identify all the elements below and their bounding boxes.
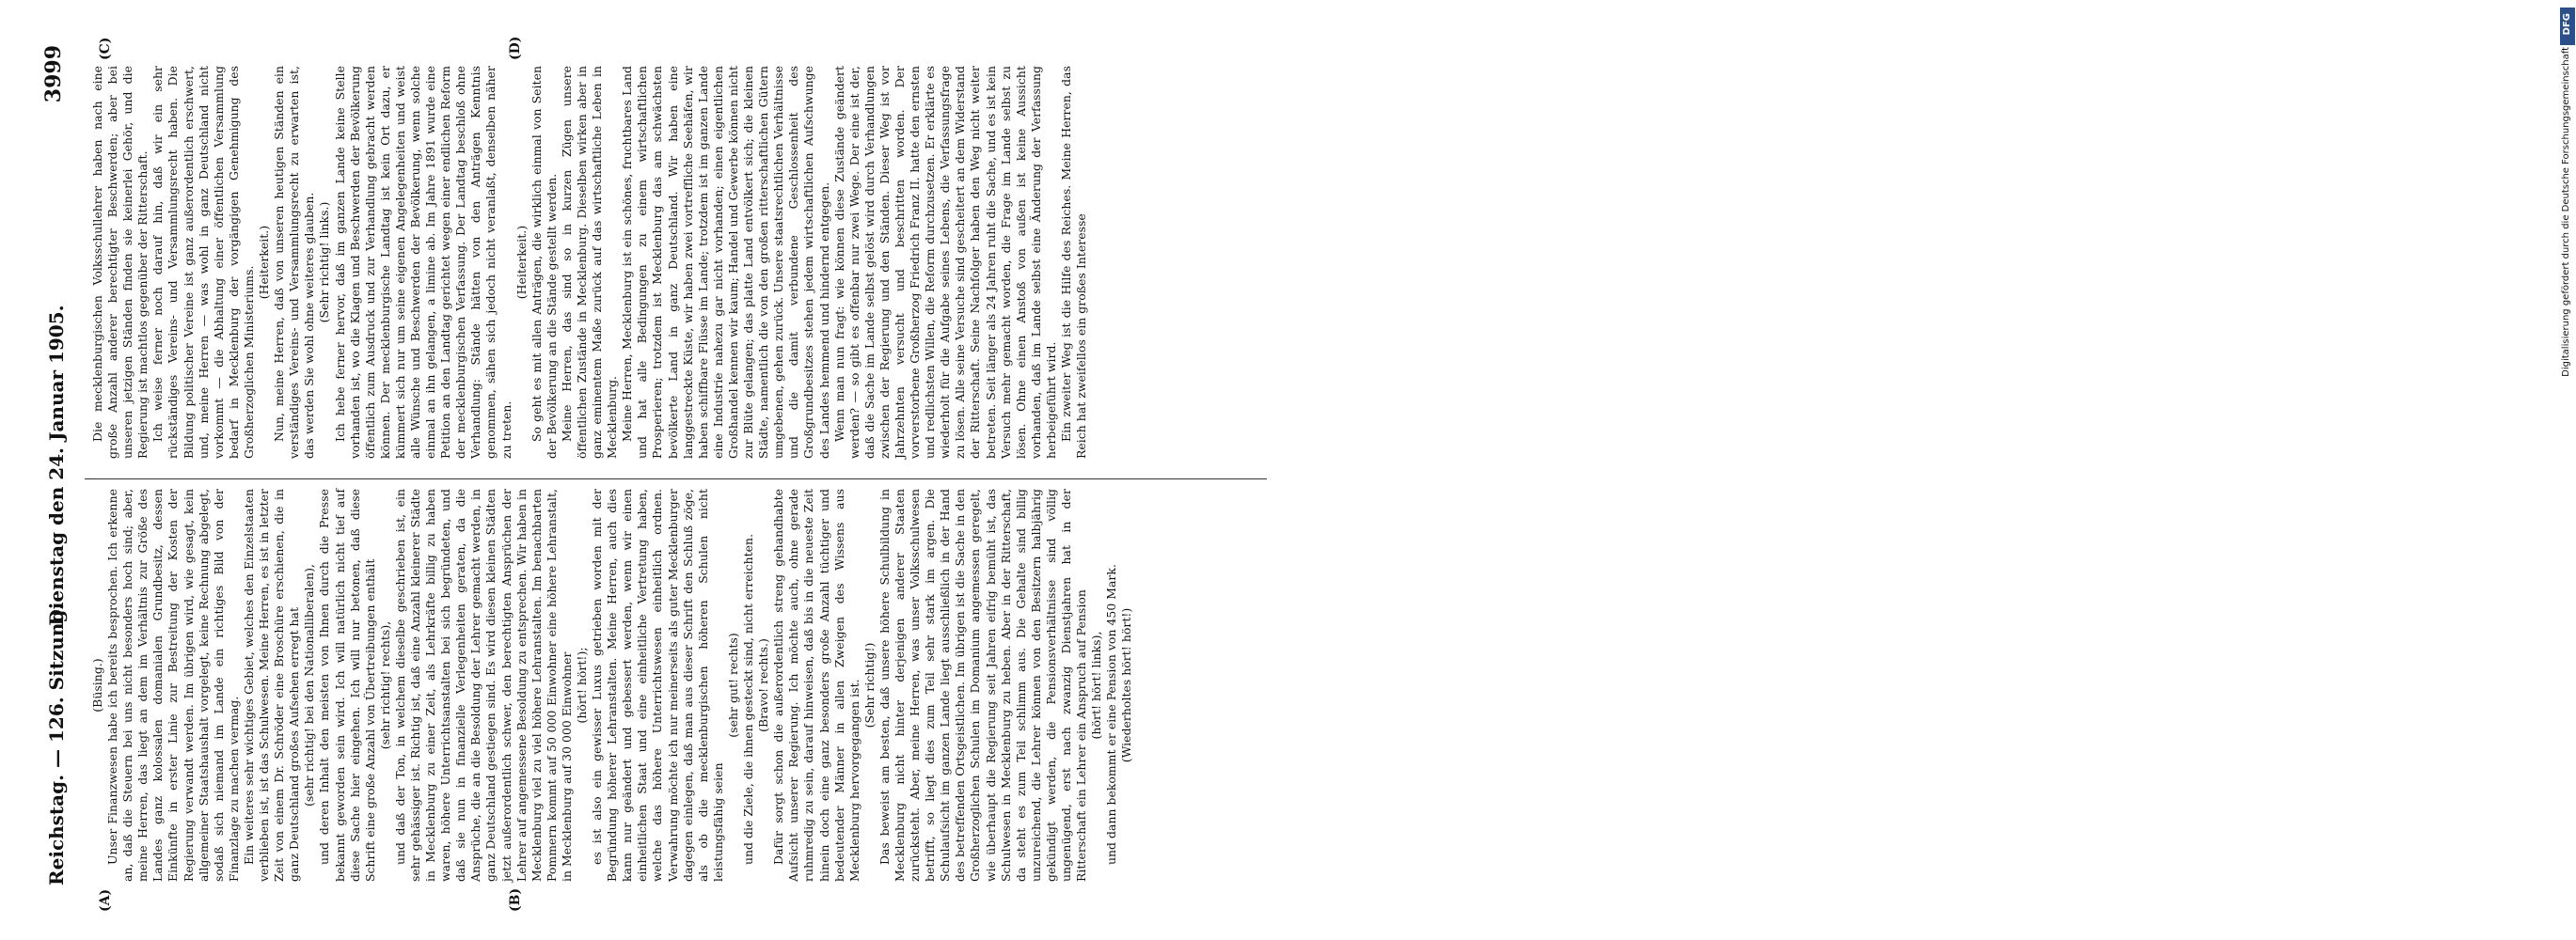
paragraph: Ein weiteres sehr wichtiges Gebiet, welches den Einzelstaaten verblieben ist, ist das Schulwesen. Meine Herren, es ist in letzter Zeit von einem Dr. Schröder eine Broschüre erschienen, die in ganz Deutschland großes Aufsehen erregt hat: [241, 489, 302, 882]
paragraph: So geht es mit allen Anträgen, die wirklich einmal von Seiten der Bevölkerung an die Stände gestellt werden.: [529, 66, 559, 459]
paragraph: (Heiterkeit.): [514, 225, 529, 300]
text-column-left: [90, 489, 1134, 882]
paragraph: Wenn man nun fragt: wie können diese Zustände geändert werden? — so gibt es offenbar nur zwei Wege. Der eine ist der, daß die Sache im Lande selbst gelöst wird durch Verhandlungen zwischen der Regierung und den Ständen. Dieser Weg ist vor Jahrzehnten versucht und beschritten worden. Der vorverstorbene Großherzog Friedrich Franz II. hatte den ernsten und redlichsten Willen, die Reform durchzusetzen. Er erklärte es wiederholt für die Aufgabe seines Lebens, die Verfassungsfrage zu lösen. Alle seine Versuche sind gescheitert an dem Widerstand der Ritterschaft. Seine Nachfolger haben den Weg nicht weiter betreten. Seit länger als 24 Jahren ruht die Sache, und es ist kein Versuch mehr gemacht worden, die Frage im Lande selbst zu lösen. Ohne einen Anstoß von außen ist keine Aussicht vorhanden, daß im Lande selbst eine Änderung der Verfassung herbeigeführt wird.: [831, 66, 1058, 459]
margin-mark-d: (D): [508, 36, 523, 60]
paragraph: (Büsing.): [90, 658, 104, 713]
paragraph: Unser Finanzwesen habe ich bereits besprochen. Ich erkenne an, daß die Steuern bei uns nicht besonders hoch sind; aber, meine Herren, das liegt an dem im Verhältnis zur Größe des Landes ganz kolossalen domanialen Grundbesitz, dessen Einkünfte in erster Linie zur Bestreitung der Kosten der Regierung verwandt werden. Im übrigen wird, wie gesagt, kein allgemeiner Staatshaushalt vorgelegt, keine Rechnung abgelegt, sodaß sich niemand im Lande ein richtiges Bild von der Finanzlage zu machen vermag.: [105, 489, 241, 882]
paragraph: Die mecklenburgischen Volksschullehrer haben nach eine große Anzahl anderer berechtigter Beschwerden; aber bei unseren jetzigen Ständen finden sie keinerlei Gehör, und die Regierung ist machtlos gegenüber der Ritterschaft.: [90, 66, 150, 459]
dfg-logo-text: DFG: [2562, 13, 2572, 36]
paragraph: (hört! hört! links),: [1089, 631, 1104, 740]
paragraph: Meine Herren, Mecklenburg ist ein schönes, fruchtbares Land und hat alle Bedingungen zu einem wirtschaftlichen Prosperieren; trotzdem ist Mecklenburg das am schwächsten bevölkerte Land in ganz Deutschland. Wir haben eine langgestreckte Küste, wir haben zwei vortreffliche Seehäfen, wir haben schiffbare Flüsse im Lande; trotzdem ist im ganzen Lande eine Industrie nahezu gar nicht vorhanden; einen eigentlichen Großhandel kennen wir kaum; Handel und Gewerbe können nicht zur Blüte gelangen; das platte Land entvölkert sich; die kleinen Städte, namentlich die von den großen ritterschaftlichen Gütern umgebenen, gehen zurück. Unsere staatsrechtlichen Verhältnisse und die damit verbundene Geschlossenheit des Großgrundbesitzes stehen jedem wirtschaftlichen Aufschwunge des Landes hemmend und hindernd entgegen.: [620, 66, 831, 459]
paragraph: (hört! hört!);: [575, 647, 589, 724]
page-number: 3999: [41, 45, 66, 103]
digitization-sidebar: [1278, 0, 2572, 940]
paragraph: (sehr richtig! bei den Nationalliberalen),: [302, 564, 317, 807]
paragraph: Ich hebe ferner hervor, daß im ganzen Lande keine Stelle vorhanden ist, wo die Klagen und Beschwerden der Bevölkerung öffentlich zum Ausdruck und zur Verhandlung gebracht werden können. Der mecklenburgische Landtag ist kein Ort dazu, er kümmert sich nur um seine eigenen Angelegenheiten und weist alle Wünsche und Beschwerden der Bevölkerung, wenn solche einmal an ihn gelangen, a limine ab. Im Jahre 1891 wurde eine Petition an den Landtag gerichtet wegen einer endlichen Reform der mecklenburgischen Verfassung. Der Landtag beschloß ohne Verhandlung: Stände hätten von den Anträgen Kenntnis genommen, sähen sich jedoch nicht veranlaßt, denselben näher zu treten.: [332, 66, 514, 459]
paragraph: (Sehr richtig! links.): [317, 201, 332, 323]
paragraph: Dafür sorgt schon die außerordentlich streng gehandhabte Aufsicht unserer Regierung. Ich möchte auch, ohne gerade ruhmredig zu sein, darauf hinweisen, daß bis in die neueste Zeit hinein doch eine ganz besonders große Anzahl tüchtiger und bedeutender Männer in allen Zweigen des Wissens aus Mecklenburg hervorgegangen ist.: [771, 489, 861, 882]
paragraph: (Wiederholtes hört! hört!): [1119, 607, 1134, 763]
column-divider: [85, 478, 1267, 479]
digitization-credit: [2561, 47, 2576, 667]
paragraph: (sehr gut! rechts): [725, 633, 740, 738]
paragraph: es ist also ein gewisser Luxus getrieben worden mit der Begründung höherer Lehranstalten. Meine Herren, auch dies kann nur geändert und gebessert werden, wenn wir einen einheitlichen Staat und eine einheitliche Vertretung haben, welche das höhere Unterrichtswesen einheitlich ordnen. Verwahrung möchte ich nur meinerseits als guter Mecklenburger dagegen einlegen, daß man aus dieser Schrift den Schluß zöge, als ob die mecklenburgischen höheren Schulen nicht leistungsfähig seien: [590, 489, 725, 882]
paragraph: Ein zweiter Weg ist die Hilfe des Reiches. Meine Herren, das Reich hat zweifellos ein großes Interesse: [1059, 66, 1089, 459]
paragraph: und daß der Ton, in welchem dieselbe geschrieben ist, ein sehr gehässiger ist. Richtig ist, daß eine Anzahl kleinerer Städte in Mecklenburg zu einer Zeit, als Lehrkräfte billig zu haben waren, höhere Unterrichtsanstalten bei sich begründeten, und daß sie nun in finanzielle Verlegenheiten geraten, da die Ansprüche, die an die Besoldung der Lehrer gemacht werden, in ganz Deutschland gestiegen sind. Es wird diesen kleinen Städten jetzt außerordentlich schwer, den berechtigten Ansprüchen der Lehrer auf angemessene Besoldung zu entsprechen. Wir haben in Mecklenburg viel zu viel höhere Lehranstalten. Im benachbarten Pommern kommt auf 50 000 Einwohner eine höhere Lehranstalt, in Mecklenburg auf 30 000 Einwohner: [392, 489, 574, 882]
header-date: Dienstag den 24. Januar 1905.: [45, 305, 68, 626]
margin-mark-a: (A): [98, 888, 113, 912]
margin-mark-b: (B): [508, 887, 523, 912]
paragraph: Ich weise ferner noch darauf hin, daß wir ein sehr rückständiges Vereins- und Versammlungsrecht haben. Die Bildung politischer Vereine ist ganz außerordentlich erschwert, und, meine Herren — was wohl in ganz Deutschland nicht vorkommt — die Abhaltung einer öffentlichen Versammlung bedarf in Mecklenburg der vorgängigen Genehmigung des Großherzoglichen Ministeriums.: [150, 66, 256, 459]
paragraph: (Heiterkeit.): [257, 225, 272, 300]
paragraph: Nun, meine Herren, daß von unseren heutigen Ständen ein verständiges Vereins- und Versammlungsrecht zu erwarten ist, das werden Sie wohl ohne weiteres glauben.: [272, 66, 317, 459]
paragraph: (Sehr richtig!): [861, 642, 877, 728]
margin-mark-c: (C): [98, 37, 113, 60]
text-column-right: [90, 66, 1089, 459]
paragraph: (Bravo! rechts.): [756, 638, 771, 732]
paragraph: (sehr richtig! rechts),: [377, 620, 392, 750]
paragraph: Das beweist am besten, daß unsere höhere Schulbildung in Mecklenburg nicht hinter derjenigen anderer Staaten zurücksteht. Aber, meine Herren, was unser Volksschulwesen betrifft, so liegt dies zum Teil sehr stark im argen. Die Schulaufsicht im ganzen Lande liegt ausschließlich in der Hand des betreffenden Ortsgeistlichen. Im übrigen ist die Sache in den Großherzoglichen Schulen im Domanium angemessen geregelt, wie überhaupt die Regierung seit Jahren eifrig bemüht ist, das Schulwesen in Mecklenburg zu heben. Aber in der Ritterschaft, da steht es zum Teil schlimm aus. Die Gehalte sind billig unzureichend, die Lehrer können von den Besitzern halbjährig gekündigt werden, die Pensionsverhältnisse sind völlig ungenügend, erst nach zwanzig Dienstjahren hat in der Ritterschaft ein Lehrer ein Anspruch auf Pension: [877, 489, 1089, 882]
paragraph: und dann bekommt er eine Pension von 450 Mark.: [1104, 564, 1119, 865]
paragraph: und deren Inhalt den meisten von Ihnen durch die Presse bekannt geworden sein wird. Ich will natürlich nicht tief auf diese Sache hier eingehen. Ich will nur betonen, daß diese Schrift eine große Anzahl von Übertreibungen enthält: [317, 489, 377, 882]
page-header: [41, 45, 79, 885]
digitization-credit-text: Digitalisierung gefördert durch die Deutsche Forschungsgemeinschaft: [2561, 47, 2571, 377]
dfg-logo: [2560, 8, 2575, 45]
paragraph: Meine Herren, das sind so in kurzen Zügen unsere öffentlichen Zustände in Mecklenburg. Dieselben wirken aber in ganz eminentem Maße zurück auf das wirtschaftliche Leben in Mecklenburg.: [559, 66, 620, 459]
paragraph: und die Ziele, die ihnen gesteckt sind, nicht erreichten.: [741, 533, 756, 865]
header-session: Reichstag. — 126. Sitzung.: [45, 603, 68, 885]
